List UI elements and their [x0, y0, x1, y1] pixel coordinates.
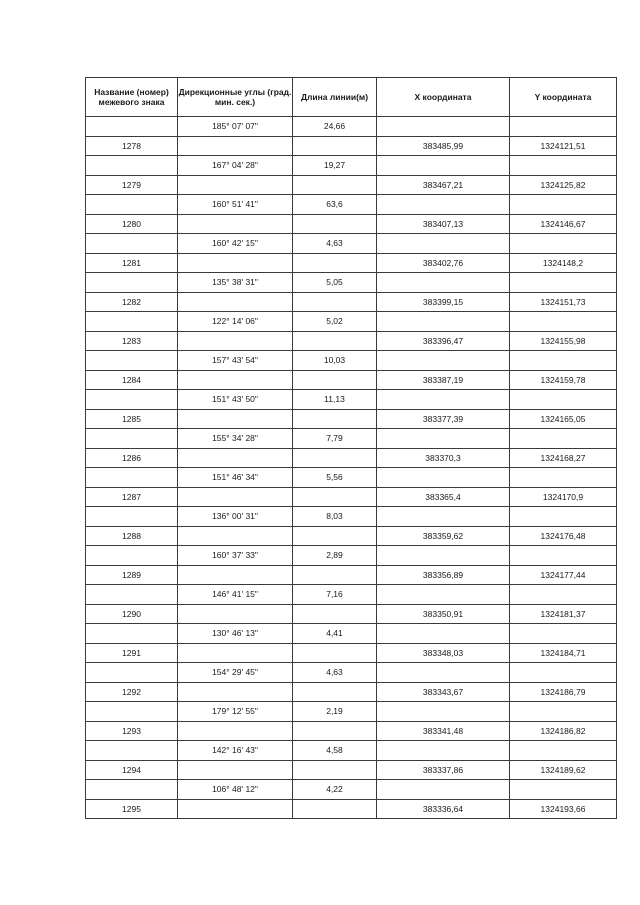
- x-coordinate-cell: 383387,19: [377, 370, 510, 390]
- y-coordinate-cell: 1324189,62: [510, 760, 617, 780]
- bearing-cell: [178, 799, 293, 819]
- bearing-cell: [178, 370, 293, 390]
- x-coordinate-cell: [377, 507, 510, 527]
- line-length-cell: 24,66: [293, 117, 377, 137]
- table-row: [86, 409, 617, 429]
- marker-name-cell: [86, 624, 178, 644]
- table-row: [86, 136, 617, 156]
- y-coordinate-cell: 1324186,82: [510, 721, 617, 741]
- x-coordinate-cell: [377, 351, 510, 371]
- table-row: [86, 799, 617, 819]
- line-length-cell: [293, 253, 377, 273]
- y-coordinate-cell: [510, 429, 617, 449]
- marker-name-cell: 1294: [86, 760, 178, 780]
- table-row: [86, 273, 617, 293]
- line-length-cell: 7,79: [293, 429, 377, 449]
- x-coordinate-cell: 383337,86: [377, 760, 510, 780]
- marker-name-cell: [86, 429, 178, 449]
- y-coordinate-cell: 1324168,27: [510, 448, 617, 468]
- y-coordinate-cell: 1324181,37: [510, 604, 617, 624]
- x-coordinate-cell: 383467,21: [377, 175, 510, 195]
- marker-name-cell: 1287: [86, 487, 178, 507]
- x-coordinate-cell: 383407,13: [377, 214, 510, 234]
- bearing-cell: [178, 175, 293, 195]
- marker-name-cell: [86, 546, 178, 566]
- bearing-cell: 136° 00' 31": [178, 507, 293, 527]
- y-coordinate-cell: [510, 390, 617, 410]
- line-length-cell: 2,19: [293, 702, 377, 722]
- y-coordinate-cell: 1324148,2: [510, 253, 617, 273]
- line-length-cell: 63,6: [293, 195, 377, 215]
- line-length-cell: 8,03: [293, 507, 377, 527]
- y-coordinate-cell: [510, 234, 617, 254]
- marker-name-cell: 1283: [86, 331, 178, 351]
- bearing-cell: [178, 565, 293, 585]
- marker-name-cell: [86, 507, 178, 527]
- y-coordinate-cell: 1324176,48: [510, 526, 617, 546]
- x-coordinate-cell: [377, 312, 510, 332]
- header-y-coordinate: Y координата: [510, 78, 617, 117]
- y-coordinate-cell: 1324193,66: [510, 799, 617, 819]
- y-coordinate-cell: [510, 663, 617, 683]
- x-coordinate-cell: [377, 468, 510, 488]
- bearing-cell: 135° 38' 31": [178, 273, 293, 293]
- y-coordinate-cell: [510, 741, 617, 761]
- table-row: [86, 429, 617, 449]
- line-length-cell: 5,56: [293, 468, 377, 488]
- line-length-cell: [293, 448, 377, 468]
- table-row: [86, 253, 617, 273]
- y-coordinate-cell: 1324125,82: [510, 175, 617, 195]
- x-coordinate-cell: [377, 624, 510, 644]
- y-coordinate-cell: [510, 195, 617, 215]
- x-coordinate-cell: [377, 156, 510, 176]
- y-coordinate-cell: 1324165,05: [510, 409, 617, 429]
- bearing-cell: 185° 07' 07": [178, 117, 293, 137]
- bearing-cell: 146° 41' 15": [178, 585, 293, 605]
- line-length-cell: 4,63: [293, 663, 377, 683]
- line-length-cell: [293, 214, 377, 234]
- line-length-cell: [293, 331, 377, 351]
- marker-name-cell: [86, 390, 178, 410]
- x-coordinate-cell: [377, 663, 510, 683]
- table-row: [86, 760, 617, 780]
- x-coordinate-cell: 383356,89: [377, 565, 510, 585]
- table-row: [86, 702, 617, 722]
- table-row: [86, 331, 617, 351]
- x-coordinate-cell: 383399,15: [377, 292, 510, 312]
- table-row: [86, 468, 617, 488]
- header-line-length: Длина линии(м): [293, 78, 377, 117]
- table-row: [86, 507, 617, 527]
- bearing-cell: [178, 682, 293, 702]
- bearing-cell: [178, 253, 293, 273]
- bearing-cell: 106° 48' 12": [178, 780, 293, 800]
- line-length-cell: [293, 721, 377, 741]
- marker-name-cell: 1290: [86, 604, 178, 624]
- marker-name-cell: [86, 585, 178, 605]
- line-length-cell: 19,27: [293, 156, 377, 176]
- header-x-coordinate: X координата: [377, 78, 510, 117]
- table-row: [86, 585, 617, 605]
- bearing-cell: [178, 487, 293, 507]
- y-coordinate-cell: 1324184,71: [510, 643, 617, 663]
- y-coordinate-cell: [510, 702, 617, 722]
- x-coordinate-cell: [377, 585, 510, 605]
- table-row: [86, 156, 617, 176]
- table-row: [86, 741, 617, 761]
- y-coordinate-cell: [510, 585, 617, 605]
- y-coordinate-cell: [510, 156, 617, 176]
- table-row: [86, 234, 617, 254]
- x-coordinate-cell: [377, 390, 510, 410]
- marker-name-cell: 1285: [86, 409, 178, 429]
- x-coordinate-cell: 383485,99: [377, 136, 510, 156]
- marker-name-cell: [86, 468, 178, 488]
- line-length-cell: [293, 799, 377, 819]
- x-coordinate-cell: 383396,47: [377, 331, 510, 351]
- marker-name-cell: [86, 780, 178, 800]
- bearing-cell: [178, 604, 293, 624]
- marker-name-cell: [86, 117, 178, 137]
- table-row: [86, 624, 617, 644]
- line-length-cell: [293, 682, 377, 702]
- y-coordinate-cell: [510, 507, 617, 527]
- line-length-cell: [293, 136, 377, 156]
- x-coordinate-cell: [377, 273, 510, 293]
- boundary-coordinates-table: [85, 77, 617, 819]
- header-bearing: Дирекционные углы (град. мин. сек.): [178, 78, 293, 117]
- y-coordinate-cell: [510, 117, 617, 137]
- y-coordinate-cell: [510, 546, 617, 566]
- line-length-cell: 7,16: [293, 585, 377, 605]
- x-coordinate-cell: 383341,48: [377, 721, 510, 741]
- line-length-cell: [293, 643, 377, 663]
- table-row: [86, 780, 617, 800]
- x-coordinate-cell: [377, 546, 510, 566]
- line-length-cell: 4,58: [293, 741, 377, 761]
- bearing-cell: 151° 43' 50": [178, 390, 293, 410]
- marker-name-cell: 1292: [86, 682, 178, 702]
- bearing-cell: 179° 12' 55": [178, 702, 293, 722]
- bearing-cell: [178, 409, 293, 429]
- x-coordinate-cell: 383402,76: [377, 253, 510, 273]
- marker-name-cell: 1284: [86, 370, 178, 390]
- y-coordinate-cell: [510, 624, 617, 644]
- y-coordinate-cell: 1324121,51: [510, 136, 617, 156]
- bearing-cell: 160° 42' 15": [178, 234, 293, 254]
- marker-name-cell: 1295: [86, 799, 178, 819]
- bearing-cell: [178, 643, 293, 663]
- table-row: [86, 214, 617, 234]
- marker-name-cell: 1281: [86, 253, 178, 273]
- x-coordinate-cell: [377, 234, 510, 254]
- table-row: [86, 292, 617, 312]
- bearing-cell: 155° 34' 28": [178, 429, 293, 449]
- x-coordinate-cell: 383365,4: [377, 487, 510, 507]
- line-length-cell: 4,63: [293, 234, 377, 254]
- table-row: [86, 682, 617, 702]
- y-coordinate-cell: 1324151,73: [510, 292, 617, 312]
- line-length-cell: [293, 487, 377, 507]
- line-length-cell: 5,02: [293, 312, 377, 332]
- y-coordinate-cell: 1324186,79: [510, 682, 617, 702]
- x-coordinate-cell: 383350,91: [377, 604, 510, 624]
- x-coordinate-cell: [377, 195, 510, 215]
- x-coordinate-cell: [377, 741, 510, 761]
- line-length-cell: [293, 370, 377, 390]
- marker-name-cell: [86, 741, 178, 761]
- marker-name-cell: [86, 156, 178, 176]
- line-length-cell: 4,41: [293, 624, 377, 644]
- line-length-cell: 11,13: [293, 390, 377, 410]
- header-marker-name: Название (номер) межевого знака: [86, 78, 178, 117]
- table-header-row: [86, 78, 617, 117]
- y-coordinate-cell: [510, 351, 617, 371]
- y-coordinate-cell: 1324146,67: [510, 214, 617, 234]
- marker-name-cell: [86, 702, 178, 722]
- table-row: [86, 663, 617, 683]
- x-coordinate-cell: [377, 702, 510, 722]
- line-length-cell: [293, 526, 377, 546]
- line-length-cell: [293, 409, 377, 429]
- bearing-cell: [178, 760, 293, 780]
- table-row: [86, 370, 617, 390]
- x-coordinate-cell: 383348,03: [377, 643, 510, 663]
- x-coordinate-cell: [377, 780, 510, 800]
- line-length-cell: [293, 760, 377, 780]
- x-coordinate-cell: 383359,62: [377, 526, 510, 546]
- line-length-cell: [293, 565, 377, 585]
- table-row: [86, 448, 617, 468]
- x-coordinate-cell: 383377,39: [377, 409, 510, 429]
- marker-name-cell: [86, 195, 178, 215]
- marker-name-cell: [86, 663, 178, 683]
- marker-name-cell: 1286: [86, 448, 178, 468]
- bearing-cell: 142° 16' 43": [178, 741, 293, 761]
- y-coordinate-cell: [510, 468, 617, 488]
- bearing-cell: [178, 292, 293, 312]
- bearing-cell: [178, 331, 293, 351]
- bearing-cell: [178, 526, 293, 546]
- bearing-cell: 130° 46' 13": [178, 624, 293, 644]
- table-row: [86, 351, 617, 371]
- bearing-cell: 160° 37' 33": [178, 546, 293, 566]
- table-row: [86, 604, 617, 624]
- bearing-cell: [178, 448, 293, 468]
- bearing-cell: [178, 721, 293, 741]
- bearing-cell: 157° 43' 54": [178, 351, 293, 371]
- line-length-cell: [293, 604, 377, 624]
- x-coordinate-cell: 383343,67: [377, 682, 510, 702]
- line-length-cell: [293, 175, 377, 195]
- x-coordinate-cell: [377, 429, 510, 449]
- marker-name-cell: 1291: [86, 643, 178, 663]
- marker-name-cell: 1289: [86, 565, 178, 585]
- table-row: [86, 487, 617, 507]
- marker-name-cell: 1280: [86, 214, 178, 234]
- bearing-cell: 122° 14' 06": [178, 312, 293, 332]
- marker-name-cell: [86, 351, 178, 371]
- line-length-cell: 5,05: [293, 273, 377, 293]
- bearing-cell: 154° 29' 45": [178, 663, 293, 683]
- table-row: [86, 546, 617, 566]
- table-row: [86, 526, 617, 546]
- table-row: [86, 565, 617, 585]
- y-coordinate-cell: 1324170,9: [510, 487, 617, 507]
- marker-name-cell: 1293: [86, 721, 178, 741]
- bearing-cell: [178, 214, 293, 234]
- table-row: [86, 312, 617, 332]
- bearing-cell: 167° 04' 28": [178, 156, 293, 176]
- y-coordinate-cell: 1324159,78: [510, 370, 617, 390]
- table-row: [86, 721, 617, 741]
- marker-name-cell: [86, 234, 178, 254]
- line-length-cell: [293, 292, 377, 312]
- y-coordinate-cell: 1324155,98: [510, 331, 617, 351]
- marker-name-cell: 1282: [86, 292, 178, 312]
- bearing-cell: 151° 46' 34": [178, 468, 293, 488]
- y-coordinate-cell: [510, 273, 617, 293]
- marker-name-cell: 1278: [86, 136, 178, 156]
- table-row: [86, 643, 617, 663]
- x-coordinate-cell: 383336,64: [377, 799, 510, 819]
- y-coordinate-cell: [510, 312, 617, 332]
- marker-name-cell: [86, 273, 178, 293]
- marker-name-cell: 1279: [86, 175, 178, 195]
- table-row: [86, 117, 617, 137]
- line-length-cell: 4,22: [293, 780, 377, 800]
- line-length-cell: 10,03: [293, 351, 377, 371]
- x-coordinate-cell: [377, 117, 510, 137]
- marker-name-cell: [86, 312, 178, 332]
- bearing-cell: 160° 51' 41": [178, 195, 293, 215]
- bearing-cell: [178, 136, 293, 156]
- y-coordinate-cell: [510, 780, 617, 800]
- table-row: [86, 390, 617, 410]
- x-coordinate-cell: 383370,3: [377, 448, 510, 468]
- table-row: [86, 195, 617, 215]
- line-length-cell: 2,89: [293, 546, 377, 566]
- marker-name-cell: 1288: [86, 526, 178, 546]
- y-coordinate-cell: 1324177,44: [510, 565, 617, 585]
- table-row: [86, 175, 617, 195]
